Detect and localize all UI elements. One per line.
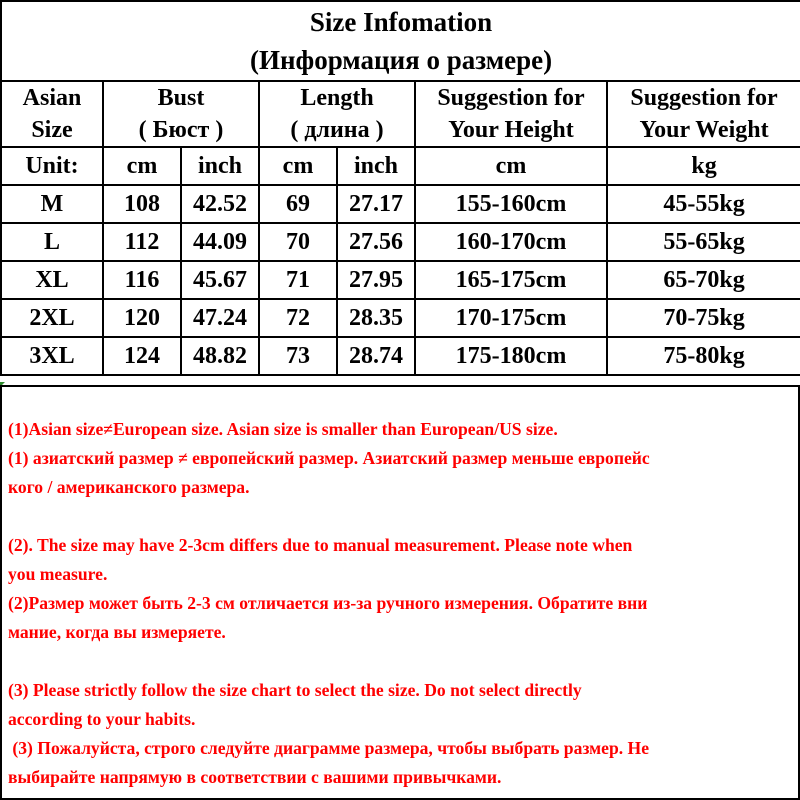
header-asian-size-line1: Asian — [22, 85, 82, 111]
height-cell: 175-180cm — [415, 337, 607, 375]
unit-bust-cm: cm — [103, 147, 181, 185]
length-cm-cell: 71 — [259, 261, 337, 299]
header-asian-size-line2: Size — [31, 117, 73, 143]
note-1-russian-line2: кого / американского размера. — [8, 477, 250, 497]
header-length — [259, 81, 415, 147]
length-inch-cell: 27.17 — [337, 185, 415, 223]
header-height-line1: Suggestion for — [437, 85, 585, 111]
table-row — [1, 261, 800, 299]
notes-box — [0, 385, 800, 800]
size-table — [0, 0, 800, 376]
size-cell: 2XL — [1, 299, 103, 337]
table-row — [1, 337, 800, 375]
bust-cm-cell: 108 — [103, 185, 181, 223]
note-2-english-line1: (2). The size may have 2-3cm differs due to manual measurement. Please note when — [8, 535, 633, 555]
note-3-english-line1: (3) Please strictly follow the size chart to select the size. Do not select directly — [8, 680, 582, 700]
header-bust-line1: Bust — [157, 85, 205, 111]
unit-weight: kg — [607, 147, 800, 185]
title-russian: (Информация о размере) — [249, 45, 553, 75]
length-cm-cell: 72 — [259, 299, 337, 337]
header-row — [1, 81, 800, 147]
header-height-line2: Your Height — [448, 117, 574, 143]
note-3-english-line2: according to your habits. — [8, 709, 196, 729]
bust-inch-cell: 44.09 — [181, 223, 259, 261]
weight-cell: 55-65kg — [607, 223, 800, 261]
title-row — [1, 1, 800, 81]
table-row — [1, 299, 800, 337]
length-cm-cell: 70 — [259, 223, 337, 261]
header-height — [415, 81, 607, 147]
length-cm-cell: 69 — [259, 185, 337, 223]
header-length-line1: Length — [300, 85, 374, 111]
bust-inch-cell: 45.67 — [181, 261, 259, 299]
note-1-russian-line1: (1) азиатский размер ≠ европейский размер. Азиатский размер меньше европейс — [8, 448, 650, 468]
length-inch-cell: 28.35 — [337, 299, 415, 337]
header-bust — [103, 81, 259, 147]
bust-cm-cell: 112 — [103, 223, 181, 261]
header-length-line2: ( длина ) — [290, 117, 384, 143]
note-2-russian-line2: мание, когда вы измеряете. — [8, 622, 226, 642]
note-3-russian-line1: (3) Пожалуйста, строго следуйте диаграмме размера, чтобы выбрать размер. Не — [8, 738, 650, 758]
height-cell: 155-160cm — [415, 185, 607, 223]
weight-cell: 65-70kg — [607, 261, 800, 299]
height-cell: 165-175cm — [415, 261, 607, 299]
note-spacer — [8, 502, 794, 531]
table-row — [1, 185, 800, 223]
note-3-russian-line2: выбирайте напрямую в соответствии с вашими привычками. — [8, 767, 502, 787]
title-english: Size Infomation — [309, 7, 493, 37]
size-cell: M — [1, 185, 103, 223]
note-2-russian-line1: (2)Размер может быть 2-3 см отличается из-за ручного измерения. Обратите вни — [8, 593, 648, 613]
height-cell: 170-175cm — [415, 299, 607, 337]
weight-cell: 70-75kg — [607, 299, 800, 337]
size-cell: L — [1, 223, 103, 261]
unit-bust-inch: inch — [181, 147, 259, 185]
length-inch-cell: 28.74 — [337, 337, 415, 375]
table-row — [1, 223, 800, 261]
weight-cell: 75-80kg — [607, 337, 800, 375]
header-weight-line2: Your Weight — [639, 117, 769, 143]
bust-cm-cell: 120 — [103, 299, 181, 337]
size-cell: XL — [1, 261, 103, 299]
unit-label: Unit: — [1, 147, 103, 185]
size-cell: 3XL — [1, 337, 103, 375]
header-weight-line1: Suggestion for — [630, 85, 778, 111]
bust-cm-cell: 124 — [103, 337, 181, 375]
bust-cm-cell: 116 — [103, 261, 181, 299]
unit-length-inch: inch — [337, 147, 415, 185]
note-1-english: (1)Asian size≠European size. Asian size is smaller than European/US size. — [8, 419, 558, 439]
weight-cell: 45-55kg — [607, 185, 800, 223]
height-cell: 160-170cm — [415, 223, 607, 261]
note-2-english-line2: you measure. — [8, 564, 108, 584]
length-inch-cell: 27.95 — [337, 261, 415, 299]
unit-height: cm — [415, 147, 607, 185]
bust-inch-cell: 48.82 — [181, 337, 259, 375]
header-asian-size — [1, 81, 103, 147]
bust-inch-cell: 47.24 — [181, 299, 259, 337]
bust-inch-cell: 42.52 — [181, 185, 259, 223]
note-spacer — [8, 647, 794, 676]
table-title — [1, 1, 800, 81]
unit-row — [1, 147, 800, 185]
header-bust-line2: ( Бюст ) — [138, 117, 224, 143]
length-inch-cell: 27.56 — [337, 223, 415, 261]
unit-length-cm: cm — [259, 147, 337, 185]
length-cm-cell: 73 — [259, 337, 337, 375]
header-weight — [607, 81, 800, 147]
